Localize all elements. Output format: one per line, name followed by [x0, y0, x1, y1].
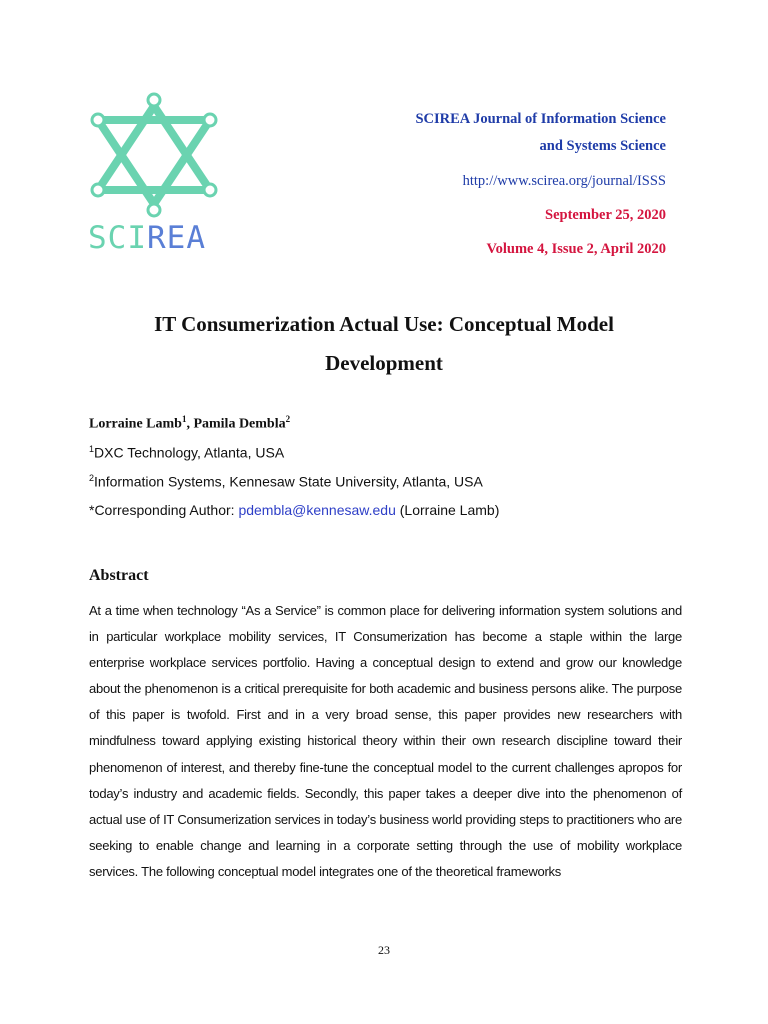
author-list	[89, 414, 290, 433]
publication-date: September 25, 2020	[545, 207, 666, 223]
author-sup: 2	[285, 414, 291, 424]
author-separator: ,	[186, 416, 194, 432]
scirea-logo	[86, 90, 236, 260]
author-sup: 1	[181, 414, 187, 424]
journal-name-line2: and Systems Science	[539, 138, 666, 154]
page-number: 23	[378, 943, 390, 957]
star-of-david-icon	[86, 90, 236, 220]
volume-issue: Volume 4, Issue 2, April 2020	[486, 241, 666, 257]
affiliation-2: $^2$Information Systems, Kennesaw State University, Atlanta, USA	[89, 473, 483, 490]
abstract-heading: Abstract	[89, 567, 149, 584]
paper-title-line2: Development	[325, 351, 443, 375]
author-name: Pamila Dembla	[193, 416, 286, 432]
paper-title-line1: IT Consumerization Actual Use: Conceptual Model	[154, 312, 614, 336]
affiliation-1: $^1$DXC Technology, Atlanta, USA	[89, 444, 285, 461]
author-name: Lorraine Lamb	[89, 416, 182, 432]
logo-wordmark: SCIREA	[88, 220, 206, 256]
email-link[interactable]: pdembla@kennesaw.edu	[238, 502, 396, 518]
corresponding-author: *Corresponding Author: pdembla@kennesaw.edu (Lorraine Lamb)	[89, 502, 500, 518]
journal-url[interactable]: http://www.scirea.org/journal/ISSS	[462, 173, 666, 189]
journal-name-line1: SCIREA Journal of Information Science	[415, 111, 666, 127]
abstract-text: At a time when technology “As a Service” is common place for delivering information system solutions and in particular workplace mobility services, IT Consumerization has become a staple within the large enterprise workplace services portfolio. Having a conceptual design to extend and grow our knowledge about the phenomenon is a critical prerequisite for both academic and business persons alike. The purpose of this paper is twofold. First and in a very broad sense, this paper provides new researchers with mindfulness toward applying existing historical theory within their own research discipline toward their phenomenon of interest, and thereby fine-tune the conceptual model to the current challenges apropos for today’s industry and academic fields. Secondly, this paper takes a deeper dive into the phenomenon of actual use of IT Consumerization services in today’s business world providing steps to practitioners who are seeking to enable change and learning in a corporate setting through the use of mobility workplace services. The following conceptual model integrates one of the theoretical frameworks	[89, 603, 682, 879]
